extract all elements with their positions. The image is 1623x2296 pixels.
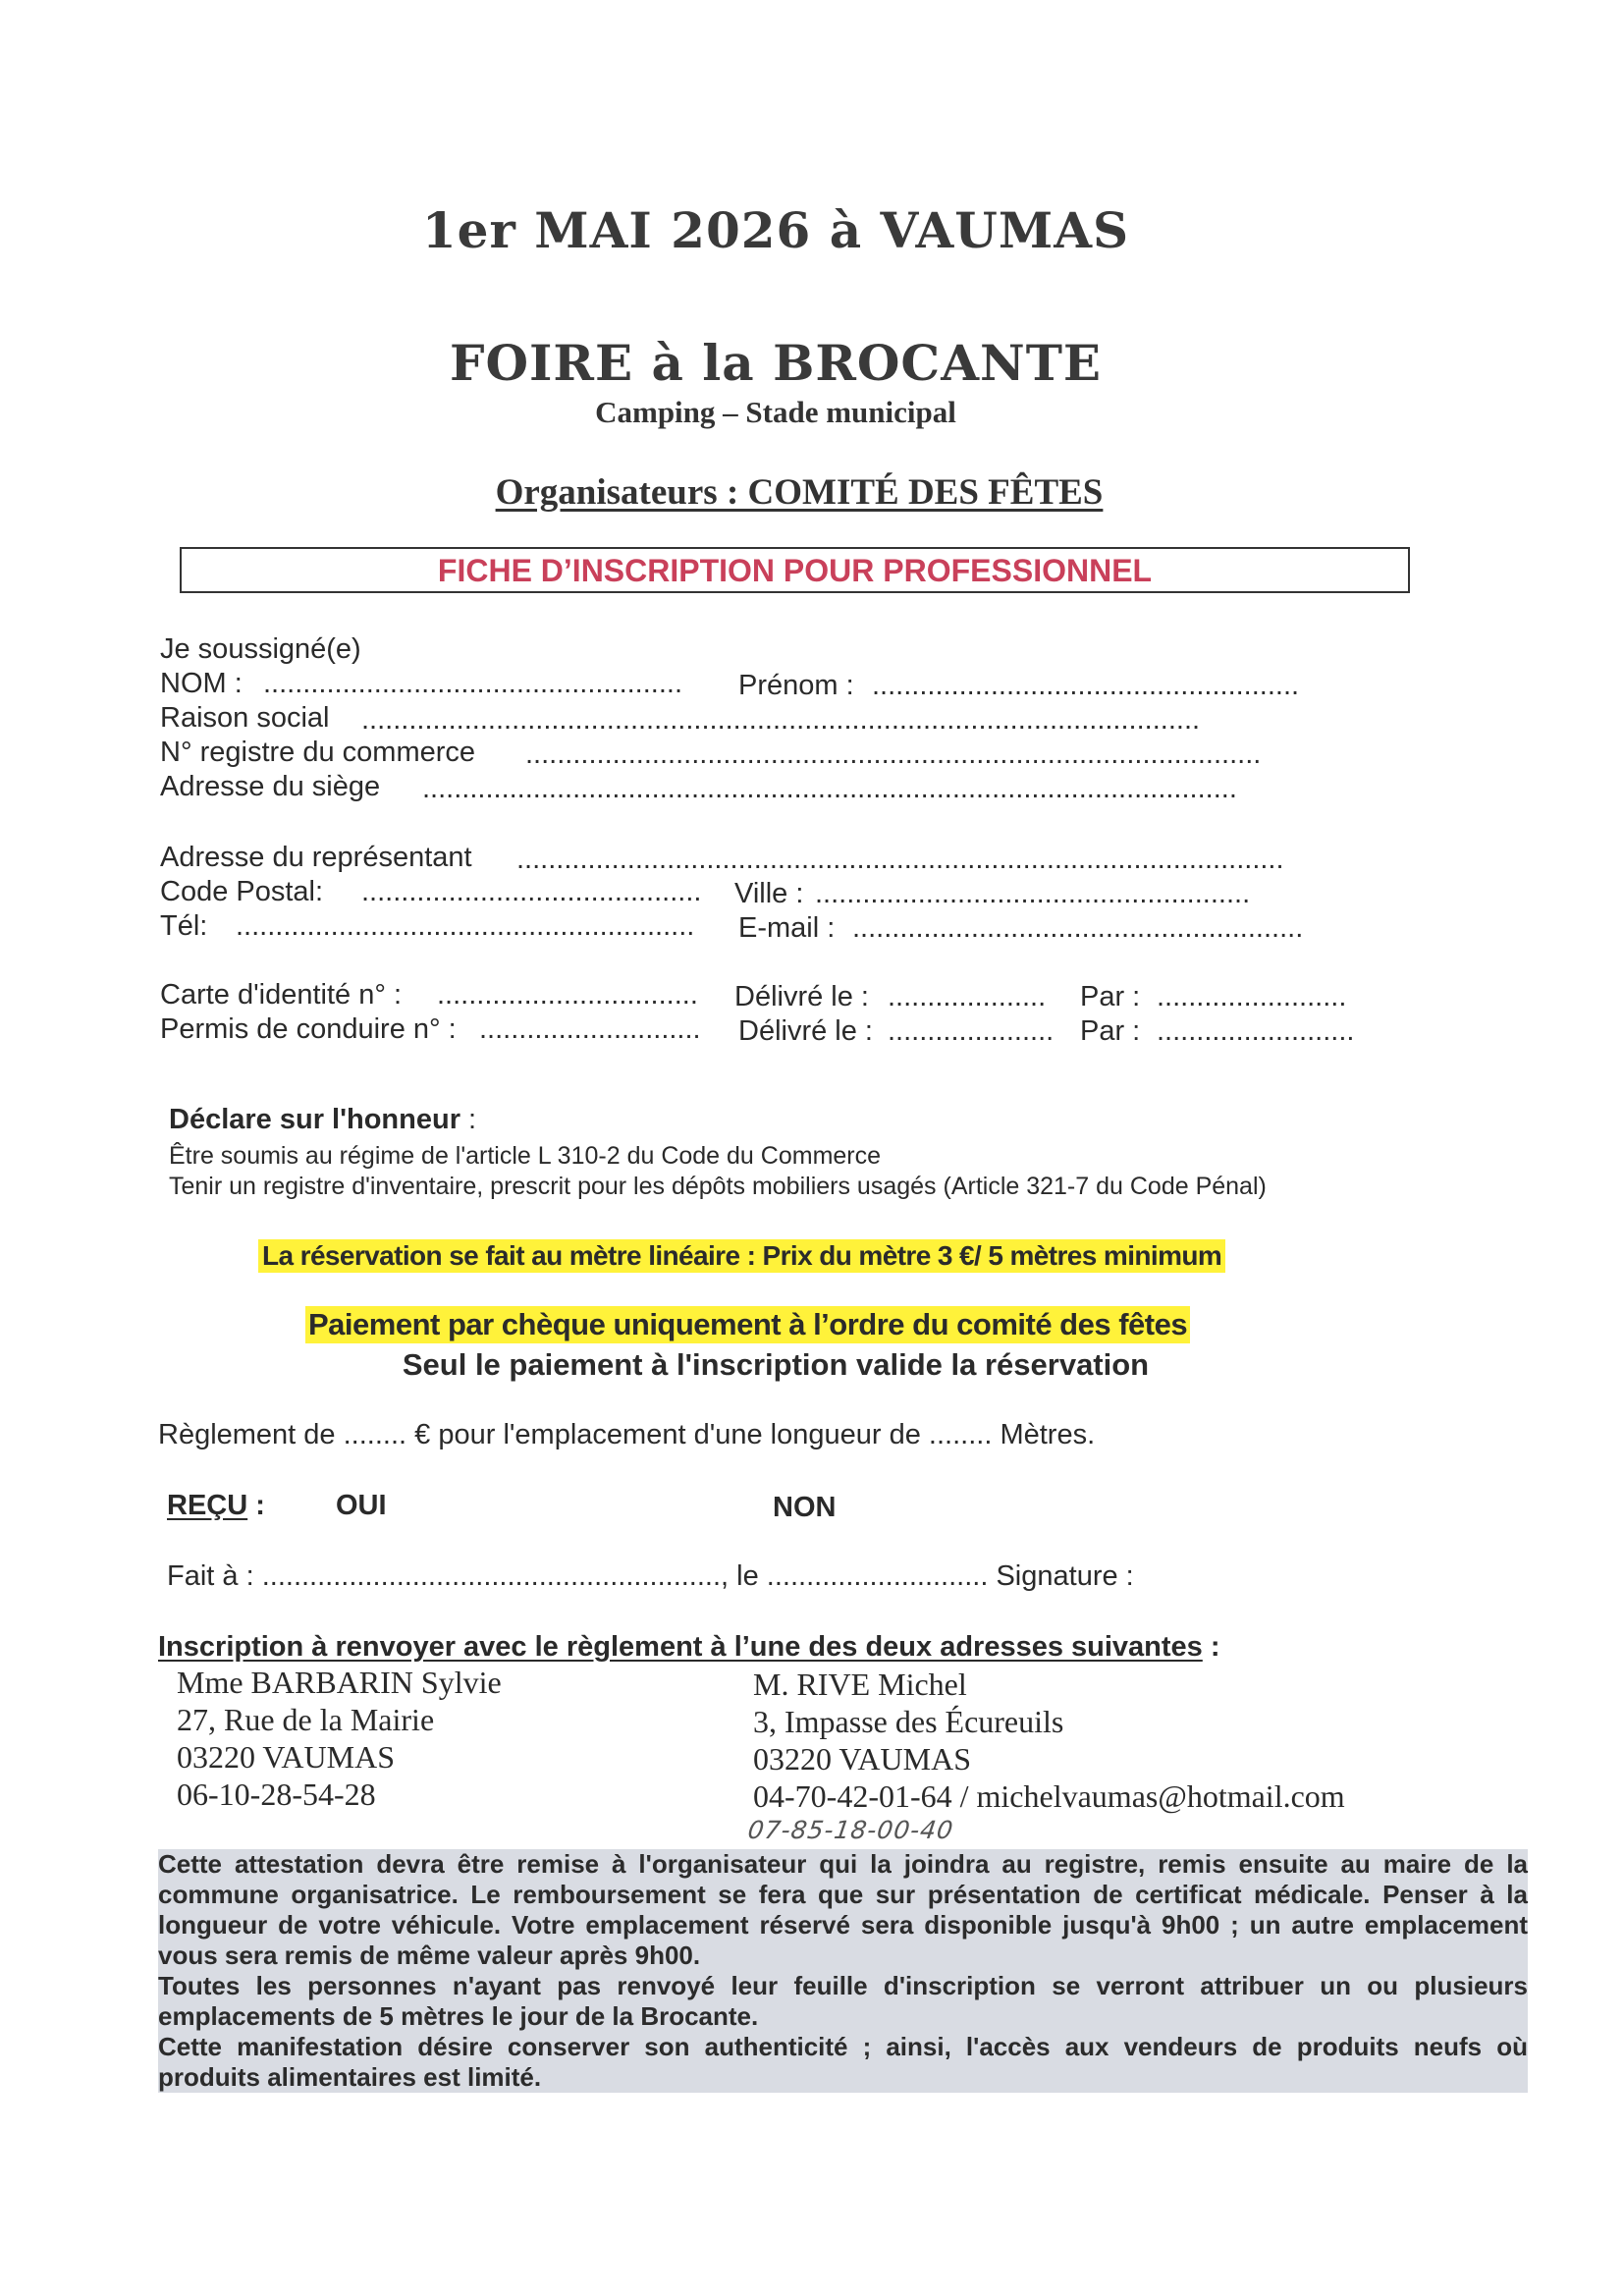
payment-method-note: Paiement par chèque uniquement à l’ordre du comité des fêtes — [305, 1306, 1190, 1343]
nom-label: NOM : — [160, 668, 243, 699]
reglement-amount-field[interactable]: ........ — [343, 1419, 407, 1450]
right-contact-phone: 04-70-42-01-64 — [753, 1778, 952, 1814]
recu-label: REÇU — [167, 1490, 248, 1521]
right-contact-name: M. RIVE Michel — [753, 1667, 967, 1702]
prenom-label: Prénom : — [738, 670, 854, 701]
signature-label: Signature : — [996, 1560, 1134, 1592]
footer-note-paragraph-2: Toutes les personnes n'ayant pas renvoyé leur feuille d'inscription se verront attribuer un ou plusieurs emplacements de 5 mètres le jour de la Brocante. — [158, 1971, 1528, 2031]
raison-field[interactable]: .......................................................................................................... — [361, 704, 1201, 736]
reglement-prefix: Règlement de — [158, 1419, 336, 1450]
siege-label: Adresse du siège — [160, 771, 381, 802]
recu-colon: : — [255, 1490, 265, 1521]
tel-label: Tél: — [160, 910, 208, 942]
signature-line — [167, 1560, 1134, 1593]
permis-label: Permis de conduire n° : — [160, 1013, 457, 1045]
right-contact-email[interactable]: michelvaumas@hotmail.com — [976, 1778, 1345, 1814]
recu-oui[interactable]: OUI — [336, 1490, 387, 1521]
declaration-line-1: Être soumis au régime de l'article L 310-2 du Code du Commerce — [169, 1142, 882, 1170]
registre-field[interactable]: ............................................................................................. — [525, 738, 1262, 770]
representant-field[interactable]: ................................................................................................. — [516, 844, 1284, 875]
reservation-price-note: La réservation se fait au mètre linéaire : Prix du mètre 3 €/ 5 mètres minimum — [258, 1239, 1225, 1273]
declaration-colon: : — [468, 1104, 477, 1135]
reglement-line — [158, 1419, 1095, 1451]
date-field[interactable]: ............................ — [766, 1560, 989, 1592]
permis-par-label: Par : — [1080, 1015, 1141, 1047]
recu-non[interactable]: NON — [773, 1492, 837, 1523]
right-contact-street: 3, Impasse des Écureuils — [753, 1704, 1064, 1739]
representant-label: Adresse du représentant — [160, 842, 472, 873]
fait-field[interactable]: .......................................................... — [261, 1560, 722, 1592]
cni-field[interactable]: ................................. — [437, 979, 698, 1011]
ville-label: Ville : — [734, 878, 804, 909]
reglement-length-field[interactable]: ........ — [928, 1419, 993, 1450]
event-title: FOIRE à la BROCANTE — [449, 334, 1103, 392]
nom-field[interactable]: ..................................................... — [263, 668, 683, 699]
email-label: E-mail : — [738, 912, 836, 944]
date-heading: 1er MAI 2026 à VAUMAS — [421, 201, 1130, 259]
ville-field[interactable]: ....................................................... — [815, 878, 1251, 909]
recu-label-line — [167, 1490, 265, 1522]
registre-label: N° registre du commerce — [160, 737, 476, 768]
permis-delivre-field[interactable]: ..................... — [888, 1015, 1055, 1047]
raison-label: Raison social — [160, 702, 330, 734]
prenom-field[interactable]: ...................................................... — [872, 670, 1300, 701]
left-contact-phone: 06-10-28-54-28 — [177, 1777, 376, 1812]
permis-delivre-label: Délivré le : — [738, 1015, 873, 1047]
cni-par-label: Par : — [1080, 981, 1141, 1012]
cni-par-field[interactable]: ........................ — [1157, 981, 1347, 1012]
addresses-heading-line — [158, 1631, 1220, 1664]
left-contact-name: Mme BARBARIN Sylvie — [177, 1665, 502, 1700]
le-label: , le — [721, 1560, 759, 1592]
form-title: FICHE D’INSCRIPTION POUR PROFESSIONNEL — [437, 553, 1153, 588]
addresses-heading-colon: : — [1210, 1631, 1220, 1663]
cni-delivre-label: Délivré le : — [734, 981, 869, 1012]
permis-par-field[interactable]: ......................... — [1157, 1015, 1355, 1047]
reglement-suffix: Mètres. — [1000, 1419, 1096, 1450]
right-contact-separator: / — [959, 1778, 969, 1814]
left-contact-street: 27, Rue de la Mairie — [177, 1702, 435, 1737]
left-contact-city: 03220 VAUMAS — [177, 1739, 395, 1775]
declaration-heading-line — [169, 1104, 476, 1136]
footer-note — [158, 1849, 1528, 2093]
footer-note-paragraph-3: Cette manifestation désire conserver son authenticité ; ainsi, l'accès aux vendeurs de produits neufs où produits alimentaires est limité. — [158, 2032, 1528, 2092]
right-contact-phone-line — [753, 1778, 1345, 1815]
tel-field[interactable]: .......................................................... — [236, 910, 695, 942]
intro-label: Je soussigné(e) — [160, 633, 361, 665]
handwritten-phone: 07-85-18-00-40 — [745, 1816, 956, 1844]
declaration-heading: Déclare sur l'honneur — [169, 1104, 460, 1135]
right-contact-city: 03220 VAUMAS — [753, 1741, 971, 1777]
cni-delivre-field[interactable]: .................... — [888, 981, 1047, 1012]
organisers-line: Organisateurs : COMITÉ DES FÊTES — [495, 472, 1104, 513]
cp-label: Code Postal: — [160, 876, 324, 907]
cni-label: Carte d'identité n° : — [160, 979, 403, 1011]
declaration-line-2: Tenir un registre d'inventaire, prescrit pour les dépôts mobiliers usagés (Article 321-7 du Code Pénal) — [169, 1173, 1267, 1200]
payment-validation-note: Seul le paiement à l'inscription valide la réservation — [402, 1347, 1150, 1382]
permis-field[interactable]: ............................ — [479, 1013, 701, 1045]
addresses-heading: Inscription à renvoyer avec le règlement à l’une des deux adresses suivantes — [158, 1631, 1203, 1663]
fait-label: Fait à : — [167, 1560, 254, 1592]
cp-field[interactable]: ........................................... — [361, 876, 702, 907]
siege-field[interactable]: ....................................................................................................... — [422, 773, 1237, 804]
reglement-middle: € pour l'emplacement d'une longueur de — [414, 1419, 921, 1450]
email-field[interactable]: ......................................................... — [852, 912, 1304, 944]
venue-subtitle: Camping – Stade municipal — [595, 395, 956, 429]
footer-note-paragraph-1: Cette attestation devra être remise à l'organisateur qui la joindra au registre, remis ensuite au maire de la commune organisatrice. Le remboursement se fera que sur présentation de certificat médicale. Penser à la longueur de votre véhicule. Votre emplacement réservé sera disponible jusqu'à 9h00 ; un autre emplacement vous sera remis de même valeur après 9h00. — [158, 1849, 1528, 1970]
